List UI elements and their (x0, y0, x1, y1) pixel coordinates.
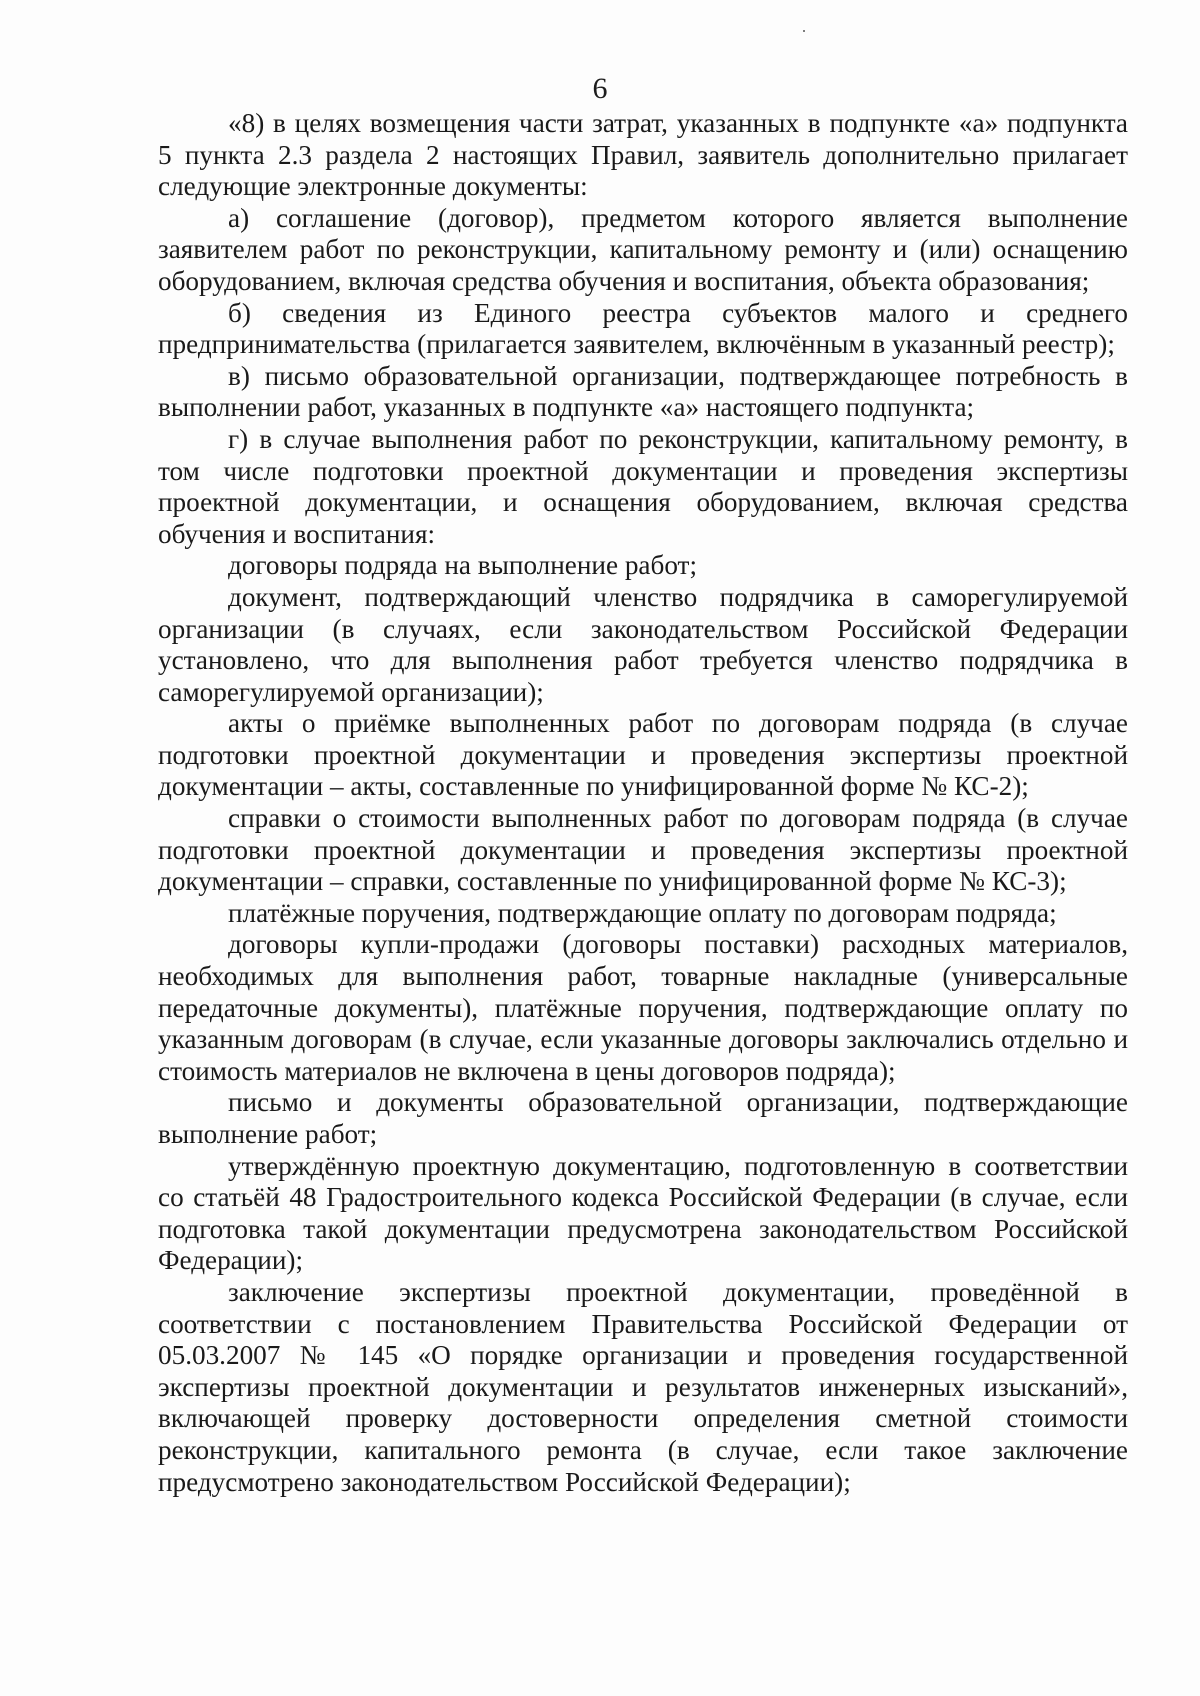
paragraph-acceptance-acts: акты о приёмке выполненных работ по договорам подряда (в случае подготовки проектной документации и проведения экспертизы проектной документации – акты, составленные по унифицированной форме № КС-2); (158, 708, 1128, 802)
paragraph-subitem-g: г) в случае выполнения работ по реконструкции, капитальному ремонту, в том числе подготовки проектной документации и проведения экспертизы проектной документации, и оснащения оборудованием, включая средства обучения и воспитания: (158, 423, 1128, 549)
paragraph-cost-certificates: справки о стоимости выполненных работ по договорам подряда (в случае подготовки проектной документации и проведения экспертизы проектной документации – справки, составленные по унифицированной форме № КС-3); (158, 803, 1128, 897)
paragraph-supply-contracts: договоры купли-продажи (договоры поставки) расходных материалов, необходимых для выполнения работ, товарные накладные (универсальные передаточные документы), платёжные поручения, подтверждающие оплату по указанным договорам (в случае, если указанные договоры заключались отдельно и стоимость материалов не включена в цены договоров подряда); (158, 929, 1128, 1086)
paragraph-sro-membership: документ, подтверждающий членство подрядчика в саморегулируемой организации (в случаях, если законодательством Российской Федерации установлено, что для выполнения работ требуется членство подрядчика в саморегулируемой организации); (158, 581, 1128, 707)
page-number: 6 (592, 72, 608, 105)
paragraph-subitem-b: б) сведения из Единого реестра субъектов малого и среднего предпринимательства (прилагается заявителем, включённым в указанный реестр); (158, 297, 1128, 360)
paragraph-payment-orders: платёжные поручения, подтверждающие оплату по договорам подряда; (228, 897, 1057, 928)
scan-speck (803, 30, 805, 32)
paragraph-subitem-a: а) соглашение (договор), предметом которого является выполнение заявителем работ по реконструкции, капитальному ремонту и (или) оснащению оборудованием, включая средства обучения и воспитания, объекта образования; (158, 202, 1128, 296)
paragraph-subitem-v: в) письмо образовательной организации, подтверждающее потребность в выполнении работ, указанных в подпункте «а» настоящего подпункта; (158, 360, 1128, 423)
paragraph-item-8: «8) в целях возмещения части затрат, указанных в подпункте «а» подпункта 5 пункта 2.3 раздела 2 настоящих Правил, заявитель дополнительно прилагает следующие электронные документы: (158, 108, 1128, 202)
paragraph-project-documentation: утверждённую проектную документацию, подготовленную в соответствии со статьёй 48 Градостроительного кодекса Российской Федерации (в случае, если подготовка такой документации предусмотрена законодательством Российской Федерации); (158, 1150, 1128, 1276)
paragraph-contracts: договоры подряда на выполнение работ; (228, 550, 697, 581)
paragraph-organization-letter: письмо и документы образовательной организации, подтверждающие выполнение работ; (158, 1087, 1128, 1149)
paragraph-expertise-conclusion: заключение экспертизы проектной документации, проведённой в соответствии с постановлением Правительства Российской Федерации от 05.03.2007 № 145 «О порядке организации и проведения государственной экспертизы проектной документации и результатов инженерных изысканий», включающей проверку достоверности определения сметной стоимости реконструкции, капитального ремонта (в случае, если такое заключение предусмотрено законодательством Российской Федерации); (158, 1276, 1128, 1497)
document-body (158, 108, 1128, 1498)
